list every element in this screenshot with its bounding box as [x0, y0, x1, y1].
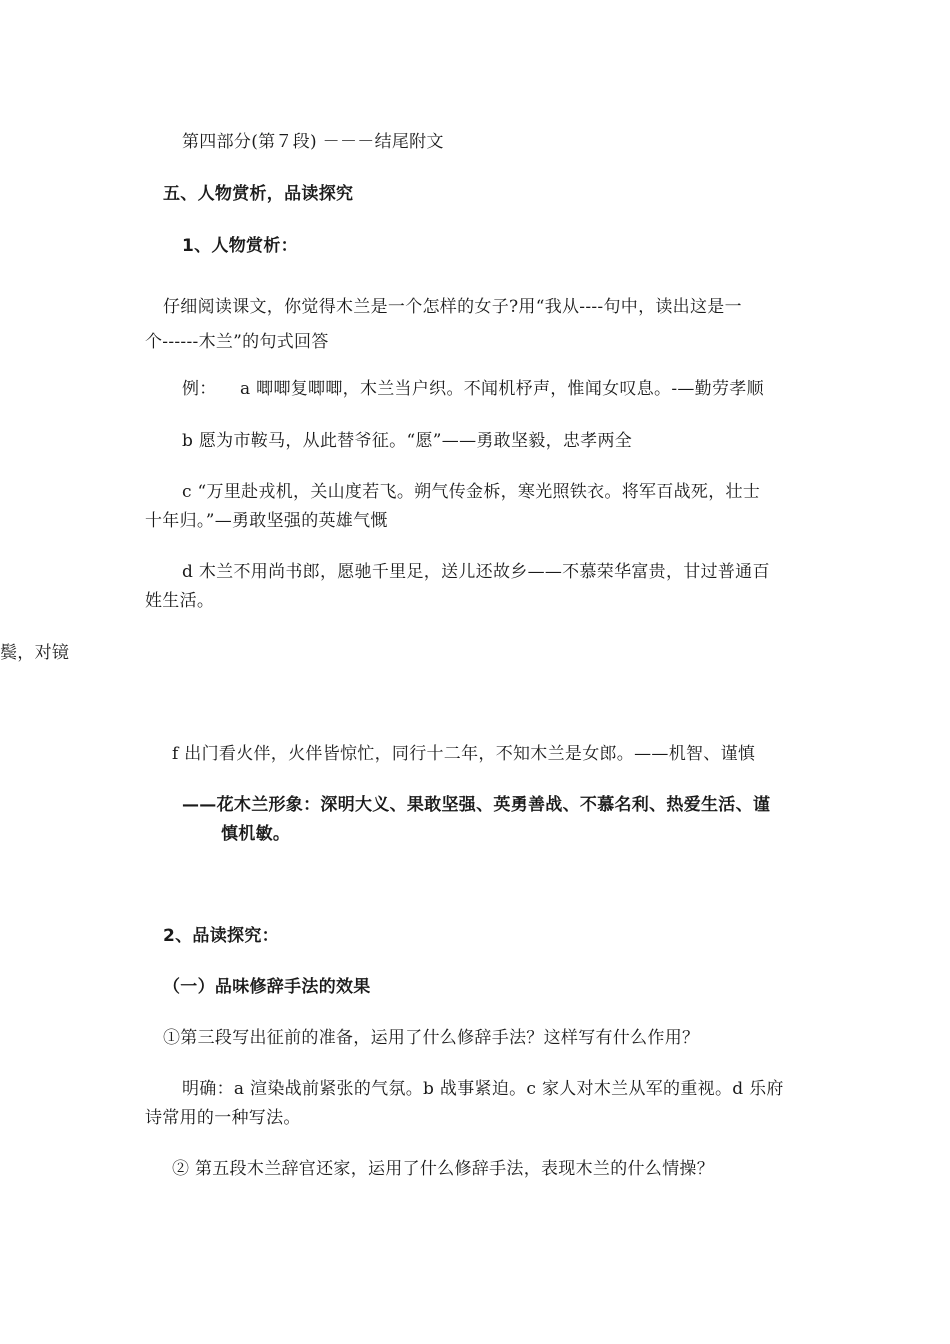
question-2: ② 第五段木兰辞官还家，运用了什么修辞手法，表现木兰的什么情操？ [172, 1159, 715, 1179]
subsection1-heading: 1、人物赏析： [182, 236, 298, 256]
cut-off-fragment: 鬓，对镜 [0, 643, 70, 663]
prompt-line-2: 个------木兰”的句式回答 [145, 332, 329, 352]
question-1: ①第三段写出征前的准备，运用了什么修辞手法？这样写有什么作用？ [163, 1028, 700, 1048]
example-d-line-2: 姓生活。 [145, 591, 215, 611]
example-c-line-1: c “万里赴戎机，关山度若飞。朔气传金柝，寒光照铁衣。将军百战死，壮士 [182, 482, 761, 502]
subsection2-heading: 2、品读探究： [163, 926, 279, 946]
prompt-line-1: 仔细阅读课文，你觉得木兰是一个怎样的女子?用“我从----句中，读出这是一 [163, 297, 742, 317]
example-a: a 唧唧复唧唧，木兰当户织。不闻机杼声，惟闻女叹息。-—勤劳孝顺 [240, 379, 764, 399]
rhetoric-subsection-heading: （一）品味修辞手法的效果 [163, 977, 371, 997]
answer-1-line-1: 明确：a 渲染战前紧张的气氛。b 战事紧迫。c 家人对木兰从军的重视。d 乐府 [182, 1079, 784, 1099]
example-c-line-2: 十年归。”—勇敢坚强的英雄气慨 [145, 511, 388, 531]
example-f: f 出门看火伴，火伴皆惊忙，同行十二年，不知木兰是女郎。——机智、谨慎 [172, 744, 756, 764]
part4-heading: 第四部分(第７段) －－－结尾附文 [182, 132, 444, 152]
example-label: 例： [182, 379, 217, 399]
example-b: b 愿为市鞍马，从此替爷征。“愿”——勇敢坚毅，忠孝两全 [182, 431, 633, 451]
example-d-line-1: d 木兰不用尚书郎，愿驰千里足，送儿还故乡——不慕荣华富贵，甘过普通百 [182, 562, 770, 582]
summary-line-1: ——花木兰形象：深明大义、果敢坚强、英勇善战、不慕名利、热爱生活、谨 [182, 795, 771, 815]
answer-1-line-2: 诗常用的一种写法。 [145, 1108, 301, 1128]
section5-heading: 五、人物赏析，品读探究 [163, 184, 354, 204]
summary-line-2: 慎机敏。 [221, 824, 291, 844]
